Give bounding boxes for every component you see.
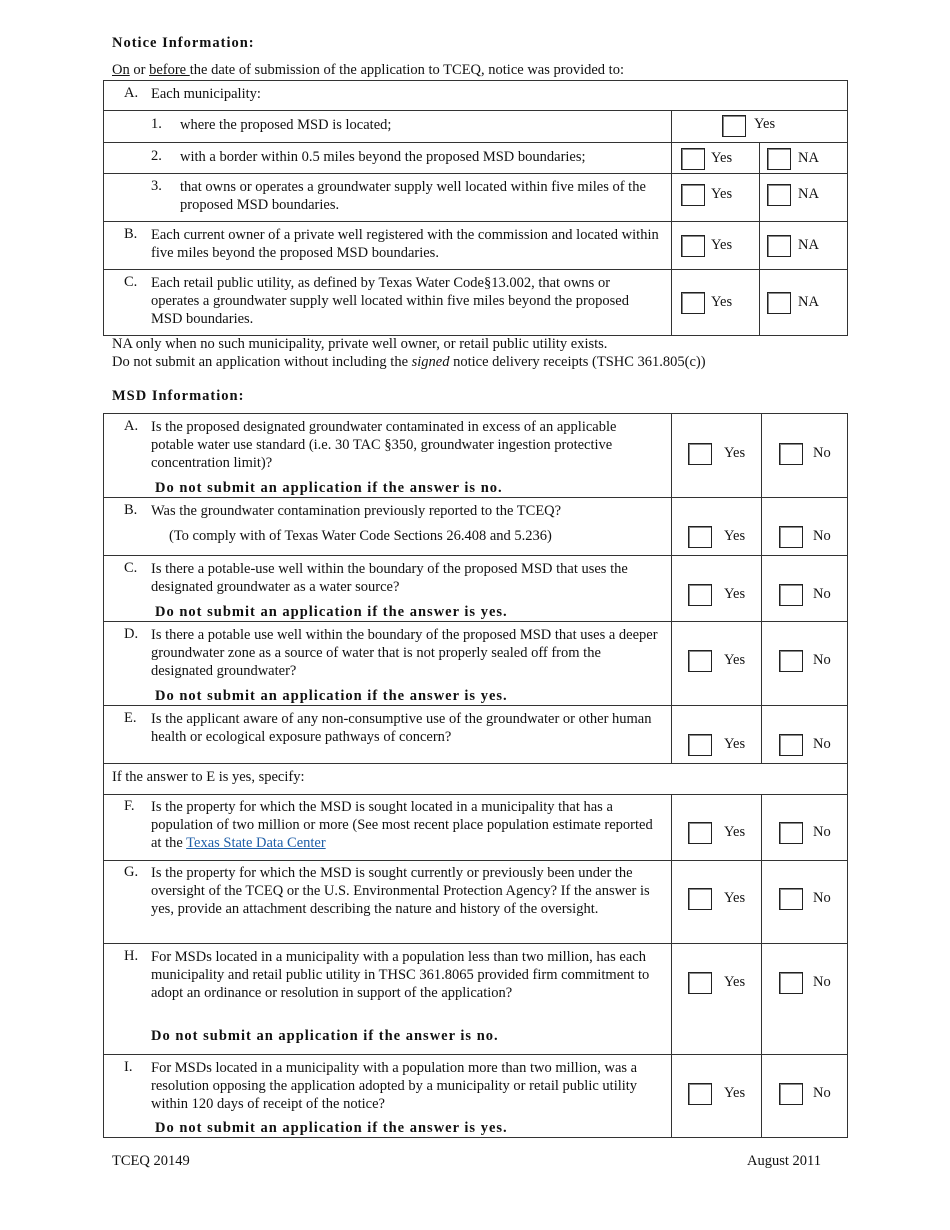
notice-a1-yes-label: Yes xyxy=(754,116,776,132)
footer-form-id: TCEQ 20149 xyxy=(112,1153,190,1169)
notice-b-na-label: NA xyxy=(798,237,819,253)
msd-a-yes-label: Yes xyxy=(724,445,746,461)
msd-i-text: For MSDs located in a municipality with a population more than two million, was a resolution opposing the application adopted by a municipality or retail public utility within 120 days of receipt of the notice? xyxy=(151,1060,638,1112)
notice-a2-num: 2. xyxy=(151,148,162,164)
msd-a-no-label: No xyxy=(813,445,831,461)
msd-e-no-label: No xyxy=(813,736,831,752)
msd-d-no-label: No xyxy=(813,652,831,668)
msd-a-warning: Do not submit an application if the answer is no. xyxy=(155,480,503,496)
notice-row-a xyxy=(104,81,848,111)
msd-i-no-cell xyxy=(762,1055,848,1138)
intro-before: before xyxy=(149,62,190,78)
msd-row-d xyxy=(104,622,672,706)
msd-i-letter: I. xyxy=(124,1059,133,1075)
notice-a2-yes-cell xyxy=(672,143,760,174)
notice-a1-answer xyxy=(672,111,848,143)
msd-row-a xyxy=(104,414,672,498)
msd-d-warning: Do not submit an application if the answer is yes. xyxy=(155,688,508,704)
note2-pre: Do not submit an application without including the xyxy=(112,354,412,370)
notice-b-yes-cell xyxy=(672,222,760,270)
notice-c-yes-checkbox[interactable] xyxy=(681,292,705,314)
notice-a3-na-label: NA xyxy=(798,186,819,202)
footer-date: August 2011 xyxy=(747,1153,821,1169)
msd-row-e-specify xyxy=(104,764,848,795)
msd-c-no-cell xyxy=(762,556,848,622)
notice-a2-yes-label: Yes xyxy=(711,150,733,166)
msd-b-yes-cell xyxy=(672,498,762,556)
note2-signed: signed xyxy=(411,354,450,370)
msd-c-yes-label: Yes xyxy=(724,586,746,602)
notice-a3-yes-cell xyxy=(672,174,760,222)
msd-c-text: Is there a potable-use well within the boundary of the proposed MSD that uses the designated groundwater as a water source? xyxy=(151,561,628,595)
msd-h-letter: H. xyxy=(124,948,139,964)
msd-e-yes-cell xyxy=(672,706,762,764)
notice-a2-na-checkbox[interactable] xyxy=(767,148,791,170)
msd-b-no-checkbox[interactable] xyxy=(779,526,803,548)
notice-a3-na-cell xyxy=(760,174,848,222)
notice-a2-na-cell xyxy=(760,143,848,174)
notice-a1-num: 1. xyxy=(151,116,162,132)
notice-row-a1 xyxy=(104,111,672,143)
msd-d-yes-label: Yes xyxy=(724,652,746,668)
msd-g-yes-cell xyxy=(672,861,762,944)
notice-b-text: Each current owner of a private well registered with the commission and located within five miles beyond the proposed MSD boundaries. xyxy=(151,227,659,261)
notice-note-na: NA only when no such municipality, private well owner, or retail public utility exists. xyxy=(112,336,608,352)
msd-row-b xyxy=(104,498,672,556)
intro-or: or xyxy=(129,62,150,78)
msd-row-e xyxy=(104,706,672,764)
notice-a3-text: that owns or operates a groundwater supply well located within five miles of the proposed MSD boundaries. xyxy=(180,179,646,213)
msd-f-yes-checkbox[interactable] xyxy=(688,822,712,844)
notice-intro xyxy=(112,62,624,79)
msd-f-text-wrap xyxy=(151,798,661,852)
msd-i-no-checkbox[interactable] xyxy=(779,1083,803,1105)
msd-g-letter: G. xyxy=(124,864,139,880)
msd-g-yes-label: Yes xyxy=(724,890,746,906)
notice-table xyxy=(103,80,848,336)
msd-d-yes-checkbox[interactable] xyxy=(688,650,712,672)
msd-i-warning: Do not submit an application if the answer is yes. xyxy=(155,1120,508,1136)
msd-e-specify-label: If the answer to E is yes, specify: xyxy=(112,769,305,785)
msd-b-letter: B. xyxy=(124,502,138,518)
notice-b-na-checkbox[interactable] xyxy=(767,235,791,257)
msd-a-yes-cell xyxy=(672,414,762,498)
msd-h-text: For MSDs located in a municipality with a population less than two million, has each municipality and retail public utility in THSC 361.8065 provided firm commitment to adopt an ordinance or resolution in support of the application? xyxy=(151,949,650,1001)
msd-i-yes-cell xyxy=(672,1055,762,1138)
msd-g-text: Is the property for which the MSD is sought currently or previously been under the oversight of the TCEQ or the U.S. Environmental Protection Agency? If the answer is yes, provide an attachment describing the nature and history of the oversight. xyxy=(151,865,650,917)
msd-h-no-checkbox[interactable] xyxy=(779,972,803,994)
msd-d-no-cell xyxy=(762,622,848,706)
msd-f-yes-label: Yes xyxy=(724,824,746,840)
notice-row-c xyxy=(104,270,672,336)
notice-c-yes-cell xyxy=(672,270,760,336)
msd-g-yes-checkbox[interactable] xyxy=(688,888,712,910)
msd-row-c xyxy=(104,556,672,622)
msd-a-no-checkbox[interactable] xyxy=(779,443,803,465)
msd-c-yes-cell xyxy=(672,556,762,622)
notice-a2-na-label: NA xyxy=(798,150,819,166)
msd-f-no-checkbox[interactable] xyxy=(779,822,803,844)
msd-b-no-label: No xyxy=(813,528,831,544)
msd-e-no-checkbox[interactable] xyxy=(779,734,803,756)
notice-row-b xyxy=(104,222,672,270)
msd-e-text: Is the applicant aware of any non-consumptive use of the groundwater or other human health or ecological exposure pathways of concern? xyxy=(151,711,652,745)
intro-rest: the date of submission of the application to TCEQ, notice was provided to: xyxy=(189,62,624,78)
notice-a2-yes-checkbox[interactable] xyxy=(681,148,705,170)
notice-row-a3 xyxy=(104,174,672,222)
msd-d-yes-cell xyxy=(672,622,762,706)
msd-h-warning: Do not submit an application if the answer is no. xyxy=(151,1028,499,1044)
msd-b-text: Was the groundwater contamination previously reported to the TCEQ? xyxy=(151,503,562,519)
msd-row-g xyxy=(104,861,672,944)
intro-on: On xyxy=(112,62,130,78)
msd-h-no-label: No xyxy=(813,974,831,990)
notice-b-yes-label: Yes xyxy=(711,237,733,253)
msd-h-yes-checkbox[interactable] xyxy=(688,972,712,994)
notice-b-na-cell xyxy=(760,222,848,270)
msd-a-text: Is the proposed designated groundwater contaminated in excess of an applicable potable water use standard (i.e. 30 TAC §350, groundwater ingestion protective concentration limit)? xyxy=(151,419,617,471)
msd-i-no-label: No xyxy=(813,1085,831,1101)
msd-f-yes-cell xyxy=(672,795,762,861)
msd-h-yes-cell xyxy=(672,944,762,1055)
msd-row-h xyxy=(104,944,672,1055)
msd-d-letter: D. xyxy=(124,626,139,642)
msd-i-yes-checkbox[interactable] xyxy=(688,1083,712,1105)
notice-a2-text: with a border within 0.5 miles beyond the proposed MSD boundaries; xyxy=(180,149,586,165)
msd-b-subnote: (To comply with of Texas Water Code Sections 26.408 and 5.236) xyxy=(169,528,552,544)
notice-heading: Notice Information: xyxy=(112,35,255,51)
notice-b-yes-checkbox[interactable] xyxy=(681,235,705,257)
msd-row-f xyxy=(104,795,672,861)
msd-c-no-label: No xyxy=(813,586,831,602)
msd-heading: MSD Information: xyxy=(112,388,245,404)
note2-post: notice delivery receipts (TSHC 361.805(c)) xyxy=(449,354,706,370)
msd-d-no-checkbox[interactable] xyxy=(779,650,803,672)
notice-c-na-label: NA xyxy=(798,294,819,310)
msd-f-text: Is the property for which the MSD is sought located in a municipality that has a population of two million or more (See most recent place population estimate reported at the xyxy=(151,799,653,851)
notice-row-a2 xyxy=(104,143,672,174)
notice-c-text: Each retail public utility, as defined by Texas Water Code§13.002, that owns or operates a groundwater supply well located within five miles beyond the proposed MSD boundaries. xyxy=(151,275,629,327)
msd-c-no-checkbox[interactable] xyxy=(779,584,803,606)
msd-b-no-cell xyxy=(762,498,848,556)
msd-b-yes-checkbox[interactable] xyxy=(688,526,712,548)
msd-e-yes-label: Yes xyxy=(724,736,746,752)
msd-e-yes-checkbox[interactable] xyxy=(688,734,712,756)
notice-b-letter: B. xyxy=(124,226,138,242)
msd-d-text: Is there a potable use well within the boundary of the proposed MSD that uses a deeper groundwater zone as a source of water that is not properly sealed off from the designated groundwater? xyxy=(151,627,658,679)
msd-a-yes-checkbox[interactable] xyxy=(688,443,712,465)
msd-f-no-label: No xyxy=(813,824,831,840)
msd-e-letter: E. xyxy=(124,710,137,726)
msd-table xyxy=(103,413,848,1138)
msd-a-no-cell xyxy=(762,414,848,498)
msd-e-no-cell xyxy=(762,706,848,764)
msd-c-yes-checkbox[interactable] xyxy=(688,584,712,606)
notice-c-na-checkbox[interactable] xyxy=(767,292,791,314)
msd-a-letter: A. xyxy=(124,418,139,434)
msd-g-no-label: No xyxy=(813,890,831,906)
msd-g-no-cell xyxy=(762,861,848,944)
msd-f-letter: F. xyxy=(124,798,135,814)
notice-a1-text: where the proposed MSD is located; xyxy=(180,117,392,133)
notice-a-letter: A. xyxy=(124,85,139,101)
msd-c-letter: C. xyxy=(124,560,138,576)
notice-a3-num: 3. xyxy=(151,178,162,194)
msd-row-i xyxy=(104,1055,672,1138)
notice-note-receipts xyxy=(112,354,706,371)
notice-c-yes-label: Yes xyxy=(711,294,733,310)
notice-c-letter: C. xyxy=(124,274,138,290)
msd-h-no-cell xyxy=(762,944,848,1055)
msd-i-yes-label: Yes xyxy=(724,1085,746,1101)
msd-b-yes-label: Yes xyxy=(724,528,746,544)
notice-a3-yes-checkbox[interactable] xyxy=(681,184,705,206)
notice-a3-na-checkbox[interactable] xyxy=(767,184,791,206)
notice-a3-yes-label: Yes xyxy=(711,186,733,202)
notice-a-text: Each municipality: xyxy=(151,86,261,102)
msd-g-no-checkbox[interactable] xyxy=(779,888,803,910)
msd-c-warning: Do not submit an application if the answer is yes. xyxy=(155,604,508,620)
notice-a1-yes-checkbox[interactable] xyxy=(722,115,746,137)
msd-f-no-cell xyxy=(762,795,848,861)
msd-h-yes-label: Yes xyxy=(724,974,746,990)
notice-c-na-cell xyxy=(760,270,848,336)
texas-state-data-center-link[interactable]: Texas State Data Center xyxy=(186,835,326,851)
